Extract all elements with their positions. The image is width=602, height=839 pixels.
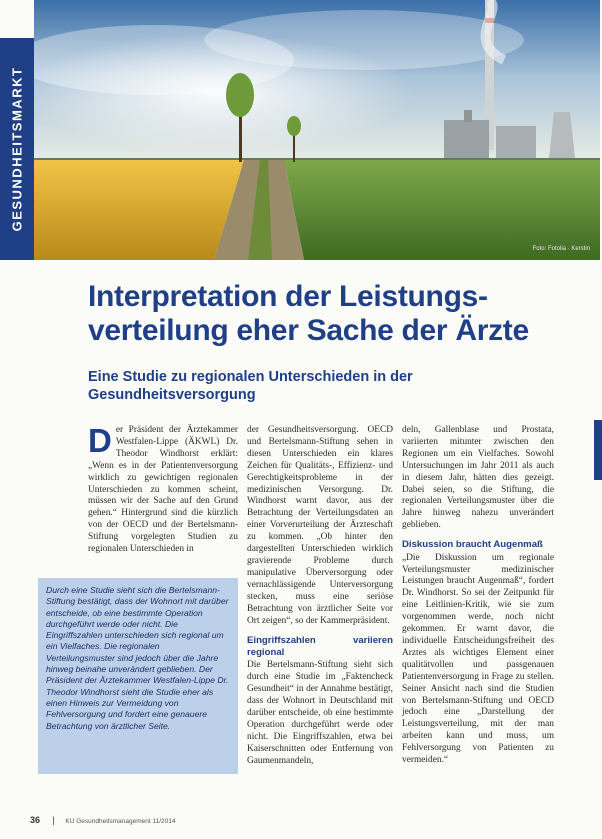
magazine-name: KU Gesundheitsmanagement 11/2014 — [65, 818, 176, 825]
field-landscape-illustration — [34, 0, 600, 260]
column-3 — [402, 425, 554, 767]
column-1-text: er Präsident der Ärztekammer Westfalen-Lippe (ÄKWL) Dr. Theodor Windhorst erklärt: „Wenn es in der Patientenversorgung wirklich zu gewichtigen regionalen Unterschieden zu kommen scheint, müssen wir der Sache auf den Grund gehen.“ Hintergrund sind die kürzlich von der OECD und der Bertelsmann-Stiftung vorgelegten Studien zu regionalen Unterschieden in — [88, 425, 238, 555]
section-label-text: GESUNDHEITSMARKT — [9, 66, 25, 232]
article-title: Interpretation der Leistungs-verteilung eher Sache der Ärzte — [88, 280, 529, 347]
column-2-text-2: Die Bertelsmann-Stiftung sieht sich durch eine Studie im „Faktencheck Gesundheit“ in der Annahme bestätigt, dass der Wohnort in Deutschland mit darüber entscheide, ob eine bestimmte Operation durchgeführt werde oder nicht. Die Eingriffszahlen, etwa bei Kaiserschnitten oder Entfernung von Gaumenmandeln, — [247, 660, 393, 766]
column-2-heading: Eingriffszahlen variieren regional — [247, 635, 393, 658]
drop-cap: D — [88, 422, 112, 459]
column-3-text-2: „Die Diskussion um regionale Verteilungsmuster medizinischer Leistungen braucht Augenmaß“, fordert Dr. Windhorst. So sei der Zeitpunkt für eine Leitlinien-Kritik, wie sie zum vorgenommen werde, noch nicht gekommen. Er warnt davor, die individuelle Entscheidungsfreiheit des Arztes als wichtiges Element einer qualitätvollen und passgenauen Patientenversorgung in Frage zu stellen. Seiner Ansicht nach sind die Studien von Bertelsmann-Stiftung und OECD jedoch eine „Darstellung der Leistungsverteilung, mit der man arbeiten kann und muss, um Fehlversorgung von Patienten zu vermeiden.“ — [402, 552, 554, 766]
column-1 — [88, 422, 238, 556]
edge-marker — [594, 420, 602, 480]
column-3-text: deln, Gallenblase und Prostata, variierten mitunter zwischen den Regionen um ein Vielfaches. Sowohl Untersuchungen im Jahr 2011 als auch in diesem Jahr, hätten dies gezeigt. Dabei seien, so die Stiftung, die regionalen Verteilungsmuster über die Jahre hinweg nahezu unverändert geblieben. — [402, 425, 554, 531]
pull-quote: Durch eine Studie sieht sich die Bertelsmann-Stiftung bestätigt, dass der Wohnort mit darüber entscheide, ob eine bestimmte Operation durchgeführt werde oder nicht. Die Eingriffszahlen unterschieden sich regional um ein Vielfaches. Die regionalen Verteilungsmuster sind jedoch über die Jahre hinweg beinahe unverändert geblieben. Der Präsident der Ärztekammer Westfalen-Lippe Dr. Theodor Windhorst sieht die Studie eher als einen Hinweis zur Vermeidung von Fehlversorgung und fordert eine genauere Betrachtung von ärztlicher Seite. — [38, 578, 238, 774]
page-number: 36 — [30, 815, 41, 825]
article-subtitle: Eine Studie zu regionalen Unterschieden in der Gesundheitsversorgung — [88, 369, 413, 403]
photo-credit: Foto: Fotolia · Kerstin — [532, 246, 590, 252]
section-label — [0, 38, 34, 260]
column-3-heading: Diskussion braucht Augenmaß — [402, 539, 543, 551]
footer-separator: | — [52, 815, 55, 825]
column-2-text: der Gesundheitsversorgung. OECD und Bertelsmann-Stiftung sehen in diesen Unterschieden ein klares Zeichen für Qualitäts-, Effizienz- und Gerechtigkeitsprobleme in der medizinischen Versorgung. Dr. Windhorst warnt davor, aus der Betrachtung der Verteilungsdaten an einer Vorverurteilung der Ärzteschaft zu kommen. „Ob hinter den dargestellten Unterschieden wirklich gravierende Probleme durch manipulative Überversorgung oder vernachlässigende Unterversorgung stecken, muss eine seriöse Betrachtung von ärztlicher Seite vor Ort zeigen“, so der Kammerpräsident. — [247, 425, 393, 626]
hero-image — [34, 0, 600, 260]
column-2 — [247, 425, 393, 768]
page-footer — [30, 815, 175, 825]
